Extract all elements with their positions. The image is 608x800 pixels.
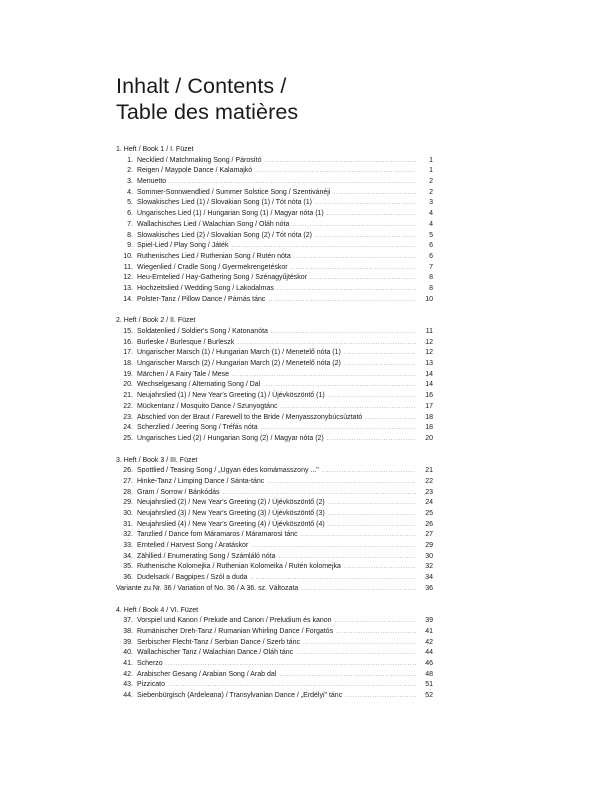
entry-number: 39. [123,638,133,646]
entry-page-number: 46 [425,659,433,667]
entry-number: 10. [123,252,133,260]
dot-leader [222,488,416,499]
entry-number: 19. [123,370,133,378]
dot-leader [291,263,416,274]
entry-number: 21. [123,392,133,400]
entry-page-number: 8 [429,274,433,282]
entry-number: 4. [127,188,133,196]
toc-entry [116,166,433,177]
dot-leader [255,166,416,177]
toc-entry [116,434,433,445]
entry-number: 41. [123,659,133,667]
toc-entry [116,573,433,584]
entry-page-number: 6 [429,252,433,260]
toc-entry [116,177,433,188]
entry-title: Rumänischer Dreh-Tanz / Rumanian Whirling Dance / Forgatós [137,627,334,635]
entry-number: 44. [123,692,133,699]
entry-page-number: 39 [425,617,433,625]
entry-page-number: 3 [429,199,433,207]
toc-entry [116,391,433,402]
entry-number: 16. [123,338,133,346]
entry-page-number: 22 [425,477,433,485]
entry-number: 32. [123,531,133,539]
entry-page-number: 13 [425,360,433,368]
entry-number: 40. [123,649,133,657]
toc-entry [116,263,433,274]
entry-number: 18. [123,360,133,368]
dot-leader [296,648,416,659]
toc-entry [116,659,433,670]
dot-leader [294,252,416,263]
toc-entry [116,638,433,649]
entry-page-number: 4 [429,220,433,228]
entry-number: 12. [123,274,133,282]
entry-page-number: 10 [425,295,433,303]
entry-title: Scherzo [137,659,163,667]
entry-number: 36. [123,574,133,582]
dot-leader [328,520,416,531]
page-title-line-1: Inhalt / Contents / [116,74,287,98]
toc-entry [116,423,433,434]
entry-page-number: 44 [425,649,433,657]
dot-leader [328,498,416,509]
dot-leader [327,209,416,220]
toc-entry [116,359,433,370]
entry-title: Sommer-Sonnwendlied / Summer Solstice Song / Szentivánéji [137,188,331,196]
entry-title: Reigen / Maypole Dance / Kalamajkó [137,167,253,175]
entry-title: Hochzeitslied / Wedding Song / Lakodalmas [137,284,274,292]
entry-number: 2. [127,167,133,175]
entry-title: Neujahrslied (4) / New Year's Greeting (4) / Újévköszöntő (4) [137,520,325,528]
entry-title: Wallachischer Tanz / Walachian Dance / Oláh tánc [137,649,294,657]
entry-title: Neujahrslied (3) / New Year's Greeting (3) / Újévköszöntő (3) [137,510,325,517]
entry-page-number: 24 [425,499,433,507]
entry-page-number: 36 [425,584,433,592]
dot-leader [335,616,416,627]
dot-leader [280,402,416,413]
toc-entry [116,402,433,413]
entry-number: 14. [123,295,133,303]
dot-leader [345,691,416,702]
entry-title: Menuetto [137,178,167,186]
entry-number: 30. [123,510,133,517]
entry-number: 27. [123,477,133,485]
entry-title: Necklied / Matchmaking Song / Párosító [137,156,262,164]
toc-entry [116,273,433,284]
toc-entry [116,691,433,702]
dot-leader [322,466,416,477]
entry-title: Ungarisches Lied (2) / Hungarian Song (2) / Magyar nóta (2) [137,434,324,442]
dot-leader [301,530,416,541]
entry-page-number: 6 [429,242,433,250]
entry-number: 1. [127,156,133,164]
entry-title: Serbischer Flecht-Tanz / Serbian Dance / Szerb tánc [137,638,301,646]
dot-leader [344,348,416,359]
toc-entry [116,348,433,359]
entry-number: 43. [123,681,133,689]
page-title-line-2: Table des matières [116,100,299,124]
entry-title: Ungarischer Marsch (1) / Hungarian March (1) / Menetelő nóta (1) [137,349,341,357]
dot-leader [169,177,416,188]
dot-leader [166,659,416,670]
entry-page-number: 14 [425,381,433,389]
dot-leader [327,434,416,445]
entry-page-number: 5 [429,231,433,239]
toc-entry [116,284,433,295]
entry-title: Tanzlied / Dance fom Máramaros / Máramarosi tánc [137,531,298,539]
entry-number: 22. [123,402,133,410]
dot-leader [315,198,416,209]
dot-leader [303,638,416,649]
entry-page-number: 30 [425,552,433,560]
dot-leader [268,295,416,306]
entry-title: Slowakisches Lied (2) / Slovakian Song (2) / Tót nóta (2) [137,231,312,239]
toc-entry [116,188,433,199]
toc-entry [116,680,433,691]
toc-entry [116,198,433,209]
toc-entry [116,520,433,531]
dot-leader [251,541,416,552]
toc-entry [116,295,433,306]
entry-page-number: 1 [429,167,433,175]
dot-leader [328,509,416,520]
entry-number: 38. [123,627,133,635]
section-heading: 2. Heft / Book 2 / II. Füzet [116,317,196,325]
toc-entry [116,231,433,242]
entry-title: Gram / Sorrow / Bánkódás [137,488,220,496]
entry-number: 6. [127,210,133,218]
dot-leader [267,477,416,488]
dot-leader [365,413,416,424]
dot-leader [315,231,416,242]
dot-leader [292,220,416,231]
entry-title: Polster-Tanz / Pillow Dance / Párnás tánc [137,295,266,303]
entry-number: 9. [127,242,133,250]
entry-title: Slowakisches Lied (1) / Slovakian Song (1) / Tót nóta (1) [137,199,312,207]
toc-entry [116,156,433,167]
entry-number: 29. [123,499,133,507]
entry-number: 8. [127,231,133,239]
toc-entry [116,562,433,573]
entry-number: 20. [123,381,133,389]
entry-page-number: 16 [425,392,433,400]
entry-title: Erntelied / Harvest Song / Aratáskor [137,542,249,550]
dot-leader [333,188,416,199]
toc-entry [116,530,433,541]
entry-title: Zähllied / Enumerating Song / Számláló nóta [137,552,276,560]
toc-entry [116,498,433,509]
toc-entry [116,370,433,381]
entry-page-number: 14 [425,370,433,378]
toc-section [116,316,433,444]
entry-title: Hinke-Tanz / Limping Dance / Sánta-tánc [137,477,265,485]
toc-entry [116,488,433,499]
entry-page-number: 1 [429,156,433,164]
dot-leader [310,273,416,284]
entry-page-number: 52 [425,692,433,699]
entry-title: Wiegenlied / Cradle Song / Gyermekrengetéskor [137,263,288,271]
entry-title: Spiel-Lied / Play Song / Játék [137,242,229,250]
toc-entry [116,413,433,424]
toc-entry [116,338,433,349]
entry-number: 25. [123,434,133,442]
entry-page-number: 2 [429,178,433,186]
section-heading: 3. Heft / Book 3 / III. Füzet [116,456,198,464]
toc-entry [116,616,433,627]
entry-title: Ungarisches Lied (1) / Hungarian Song (1) / Magyar nóta (1) [137,210,324,218]
entry-page-number: 29 [425,542,433,550]
entry-number: 7. [127,220,133,228]
entry-page-number: 2 [429,188,433,196]
entry-page-number: 11 [425,328,433,335]
toc-entry [116,466,433,477]
entry-title: Pizzicato [137,681,166,689]
dot-leader [344,359,416,370]
entry-title: Neujahrslied (2) / New Year's Greeting (2) / Újévköszöntő (2) [137,499,325,507]
toc-entry [116,327,433,338]
entry-page-number: 48 [425,670,433,678]
entry-title: Mückentanz / Mosquito Dance / Szunyogtánc [137,402,278,410]
entry-page-number: 7 [429,263,433,271]
entry-page-number: 21 [425,467,433,475]
entry-number: 15. [123,328,133,335]
section-heading: 4. Heft / Book 4 / VI. Füzet [116,606,199,614]
entry-page-number: 26 [425,520,433,528]
toc-entry [116,220,433,231]
entry-page-number: 18 [425,424,433,432]
entry-title: Ungarischer Marsch (2) / Hungarian March (2) / Menetelő nóta (2) [137,360,341,368]
dot-leader [279,670,416,681]
dot-leader [232,370,416,381]
entry-page-number: 23 [425,488,433,496]
entry-title: Wallachisches Lied / Walachian Song / Oláh nóta [137,220,290,228]
toc-entry [116,252,433,263]
entry-page-number: 25 [425,510,433,517]
entry-number: 5. [127,199,133,207]
table-of-contents [116,145,433,713]
entry-title: Abschied von der Braut / Farewell to the Bride / Menyasszonybúcsúztató [137,413,363,421]
entry-title: Soldatenlied / Soldier's Song / Katonanóta [137,328,268,335]
dot-leader [265,156,416,167]
section-heading: 1. Heft / Book 1 / I. Füzet [116,146,194,153]
entry-number: 3. [127,178,133,186]
entry-title: Siebenbürgisch (Ardeleana) / Transylvanian Dance / „Erdélyi" tánc [137,692,343,699]
entry-number: 11. [123,263,133,271]
entry-number: 37. [123,617,133,625]
entry-number: 31. [123,520,133,528]
dot-leader [301,584,416,595]
entry-title: Arabischer Gesang / Arabian Song / Arab dal [137,670,277,678]
dot-leader [328,391,416,402]
entry-number: 34. [123,552,133,560]
entry-page-number: 17 [425,402,433,410]
dot-leader [263,380,416,391]
entry-number: 17. [123,349,133,357]
toc-entry [116,209,433,220]
entry-title: Spottlied / Teasing Song / „Ugyan édes komámasszony ..." [137,467,319,475]
toc-entry [116,477,433,488]
entry-title: Variante zu Nr. 36 / Variation of No. 36 / A 36. sz. Változata [116,584,299,592]
toc-section [116,606,433,702]
toc-section [116,456,433,595]
toc-entry [116,509,433,520]
entry-title: Märchen / A Fairy Tale / Mese [137,370,230,378]
entry-page-number: 18 [425,413,433,421]
page-title [116,73,298,125]
entry-number: 23. [123,413,133,421]
entry-page-number: 12 [425,338,433,346]
toc-entry [116,584,433,595]
dot-leader [251,573,416,584]
entry-title: Dudelsack / Bagpipes / Szól a duda [137,574,248,582]
entry-number: 35. [123,563,133,571]
entry-page-number: 34 [425,574,433,582]
entry-title: Ruthenisches Lied / Ruthenian Song / Rutén nóta [137,252,291,260]
entry-title: Scherzlied / Jeering Song / Tréfás nóta [137,424,258,432]
entry-page-number: 20 [425,434,433,442]
entry-page-number: 51 [425,681,433,689]
toc-entry [116,380,433,391]
entry-number: 28. [123,488,133,496]
entry-title: Neujahrslied (1) / New Year's Greeting (1) / Újévköszöntő (1) [137,392,325,400]
entry-number: 33. [123,542,133,550]
entry-title: Vorspiel und Kanon / Prelude and Canon / Preludium és kanon [137,617,332,625]
entry-page-number: 4 [429,210,433,218]
toc-entry [116,541,433,552]
dot-leader [344,562,416,573]
entry-page-number: 12 [425,349,433,357]
entry-page-number: 8 [429,284,433,292]
dot-leader [271,327,416,338]
dot-leader [279,552,416,563]
entry-title: Wechselgesang / Alternating Song / Dal [137,381,261,389]
entry-number: 42. [123,670,133,678]
toc-entry [116,670,433,681]
toc-entry [116,648,433,659]
entry-number: 13. [123,284,133,292]
entry-number: 24. [123,424,133,432]
entry-page-number: 42 [425,638,433,646]
entry-page-number: 41 [425,627,433,635]
toc-entry [116,552,433,563]
dot-leader [336,627,416,638]
entry-title: Burleske / Burlesque / Burleszk [137,338,235,346]
dot-leader [277,284,416,295]
entry-number: 26. [123,467,133,475]
toc-entry [116,241,433,252]
entry-page-number: 32 [425,563,433,571]
toc-section [116,145,433,305]
entry-title: Heu-Erntelied / Hay-Gathering Song / Szénagyűjtéskor [137,274,308,282]
dot-leader [261,423,416,434]
entry-page-number: 27 [425,531,433,539]
dot-leader [168,680,416,691]
dot-leader [237,338,416,349]
entry-title: Ruthenische Kolomejka / Ruthenian Kolomeika / Rutén kolomejka [137,563,341,571]
toc-entry [116,627,433,638]
dot-leader [231,241,416,252]
